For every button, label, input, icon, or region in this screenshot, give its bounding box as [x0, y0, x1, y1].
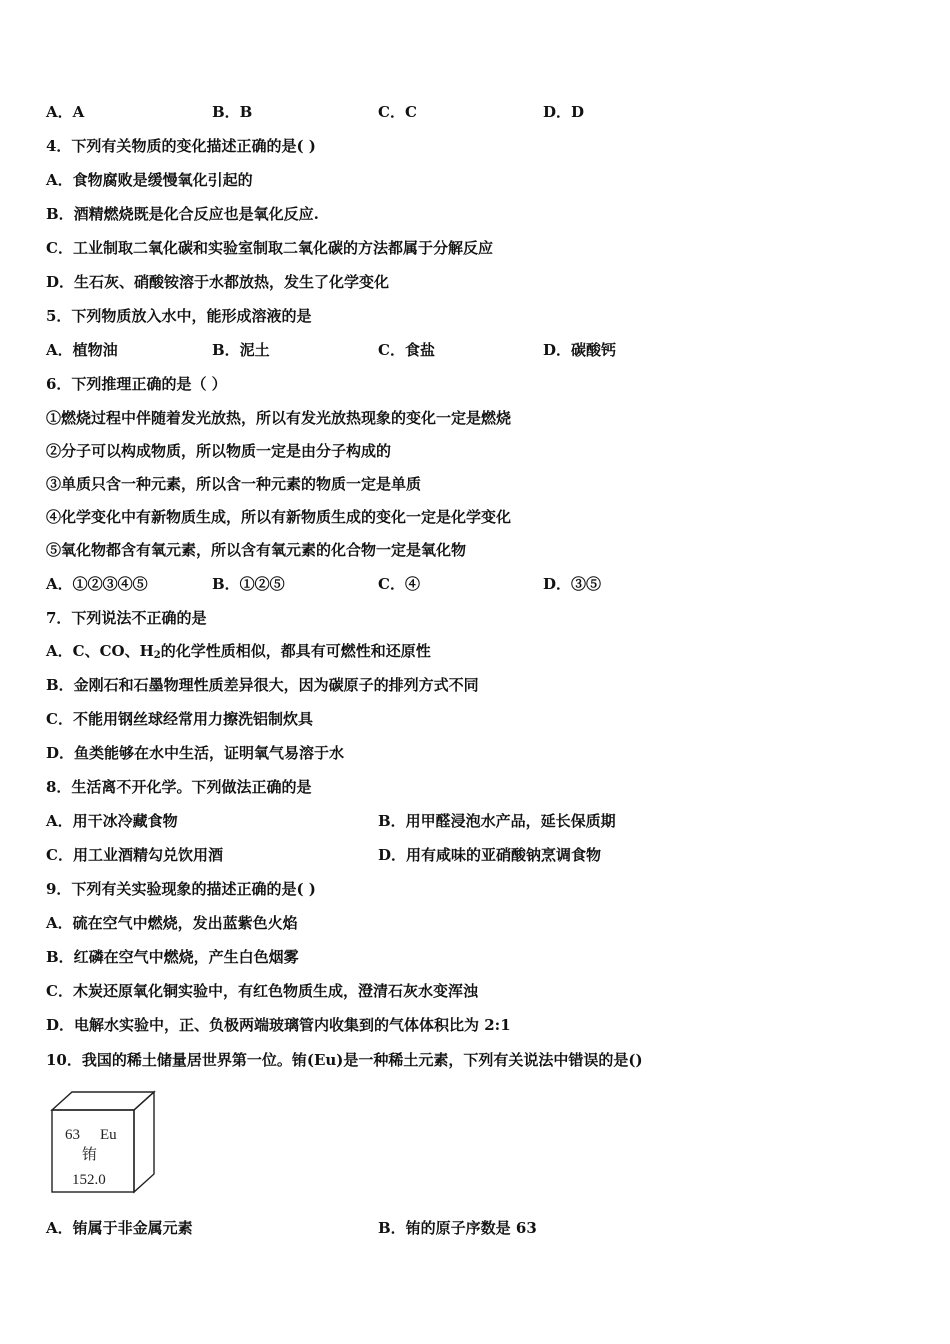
- q7-stem: 7．下列说法不正确的是: [46, 609, 207, 627]
- q6-statement-2: ②分子可以构成物质，所以物质一定是由分子构成的: [46, 442, 392, 460]
- q3-option-c: C．C: [378, 103, 417, 121]
- q8-option-d: D．用有咸味的亚硝酸钠烹调食物: [378, 846, 602, 864]
- q10-stem: 10．我国的稀土储量居世界第一位。铕(Eu)是一种稀土元素，下列有关说法中错误的是(): [46, 1051, 643, 1069]
- q6-option-d: D．③⑤: [543, 575, 602, 593]
- q10-option-b: B．铕的原子序数是 63: [378, 1219, 537, 1237]
- element-symbol: Eu: [100, 1127, 117, 1143]
- element-name: 铕: [82, 1147, 98, 1163]
- q6-option-b: B．①②⑤: [212, 575, 285, 593]
- q5-option-c: C．食盐: [378, 341, 435, 359]
- q5-option-d: D．碳酸钙: [543, 341, 617, 359]
- q7-option-b: B．金刚石和石墨物理性质差异很大，因为碳原子的排列方式不同: [46, 676, 479, 694]
- q4-option-a: A．食物腐败是缓慢氧化引起的: [46, 171, 253, 189]
- q5-option-a: A．植物油: [46, 341, 118, 359]
- q4-option-b: B．酒精燃烧既是化合反应也是氧化反应.: [46, 205, 319, 223]
- element-atomic-number: 63: [65, 1127, 80, 1143]
- q10-option-a: A．铕属于非金属元素: [46, 1219, 193, 1237]
- q9-option-d: D．电解水实验中，正、负极两端玻璃管内收集到的气体体积比为 2:1: [46, 1016, 511, 1034]
- q7-option-a-pre: A．C、CO、H: [46, 642, 154, 660]
- q6-stem: 6．下列推理正确的是（ ）: [46, 375, 227, 393]
- q6-statement-1: ①燃烧过程中伴随着发光放热，所以有发光放热现象的变化一定是燃烧: [46, 409, 512, 427]
- q4-option-c: C．工业制取二氧化碳和实验室制取二氧化碳的方法都属于分解反应: [46, 239, 493, 257]
- q4-stem: 4．下列有关物质的变化描述正确的是( ): [46, 137, 316, 155]
- q4-option-d: D．生石灰、硝酸铵溶于水都放热，发生了化学变化: [46, 273, 390, 291]
- element-cell-figure: [48, 1088, 158, 1198]
- q8-option-b: B．用甲醛浸泡水产品，延长保质期: [378, 812, 616, 830]
- q5-stem: 5．下列物质放入水中，能形成溶液的是: [46, 307, 312, 325]
- q3-option-b: B．B: [212, 103, 253, 121]
- q5-option-b: B．泥土: [212, 341, 270, 359]
- q9-option-a: A．硫在空气中燃烧，发出蓝紫色火焰: [46, 914, 298, 932]
- q3-option-d: D．D: [543, 103, 585, 121]
- element-atomic-mass: 152.0: [72, 1172, 106, 1188]
- q7-option-a-post: 的化学性质相似，都具有可燃性和还原性: [160, 642, 431, 660]
- q7-option-d: D．鱼类能够在水中生活，证明氧气易溶于水: [46, 744, 345, 762]
- q6-statement-5: ⑤氧化物都含有氧元素，所以含有氧元素的化合物一定是氧化物: [46, 541, 467, 559]
- q6-statement-4: ④化学变化中有新物质生成，所以有新物质生成的变化一定是化学变化: [46, 508, 512, 526]
- q7-option-a-subscript: 2: [153, 650, 161, 661]
- q9-option-b: B．红磷在空气中燃烧，产生白色烟雾: [46, 948, 299, 966]
- q7-option-a: [46, 641, 431, 666]
- q7-option-c: C．不能用钢丝球经常用力擦洗铝制炊具: [46, 710, 313, 728]
- q8-stem: 8．生活离不开化学。下列做法正确的是: [46, 778, 312, 796]
- q3-option-a: A．A: [46, 103, 85, 121]
- q8-option-c: C．用工业酒精勾兑饮用酒: [46, 846, 223, 864]
- q6-statement-3: ③单质只含一种元素，所以含一种元素的物质一定是单质: [46, 475, 422, 493]
- q8-option-a: A．用干冰冷藏食物: [46, 812, 178, 830]
- q6-option-c: C．④: [378, 575, 420, 593]
- q9-stem: 9．下列有关实验现象的描述正确的是( ): [46, 880, 316, 898]
- q9-option-c: C．木炭还原氧化铜实验中，有红色物质生成，澄清石灰水变浑浊: [46, 982, 478, 1000]
- q6-option-a: A．①②③④⑤: [46, 575, 148, 593]
